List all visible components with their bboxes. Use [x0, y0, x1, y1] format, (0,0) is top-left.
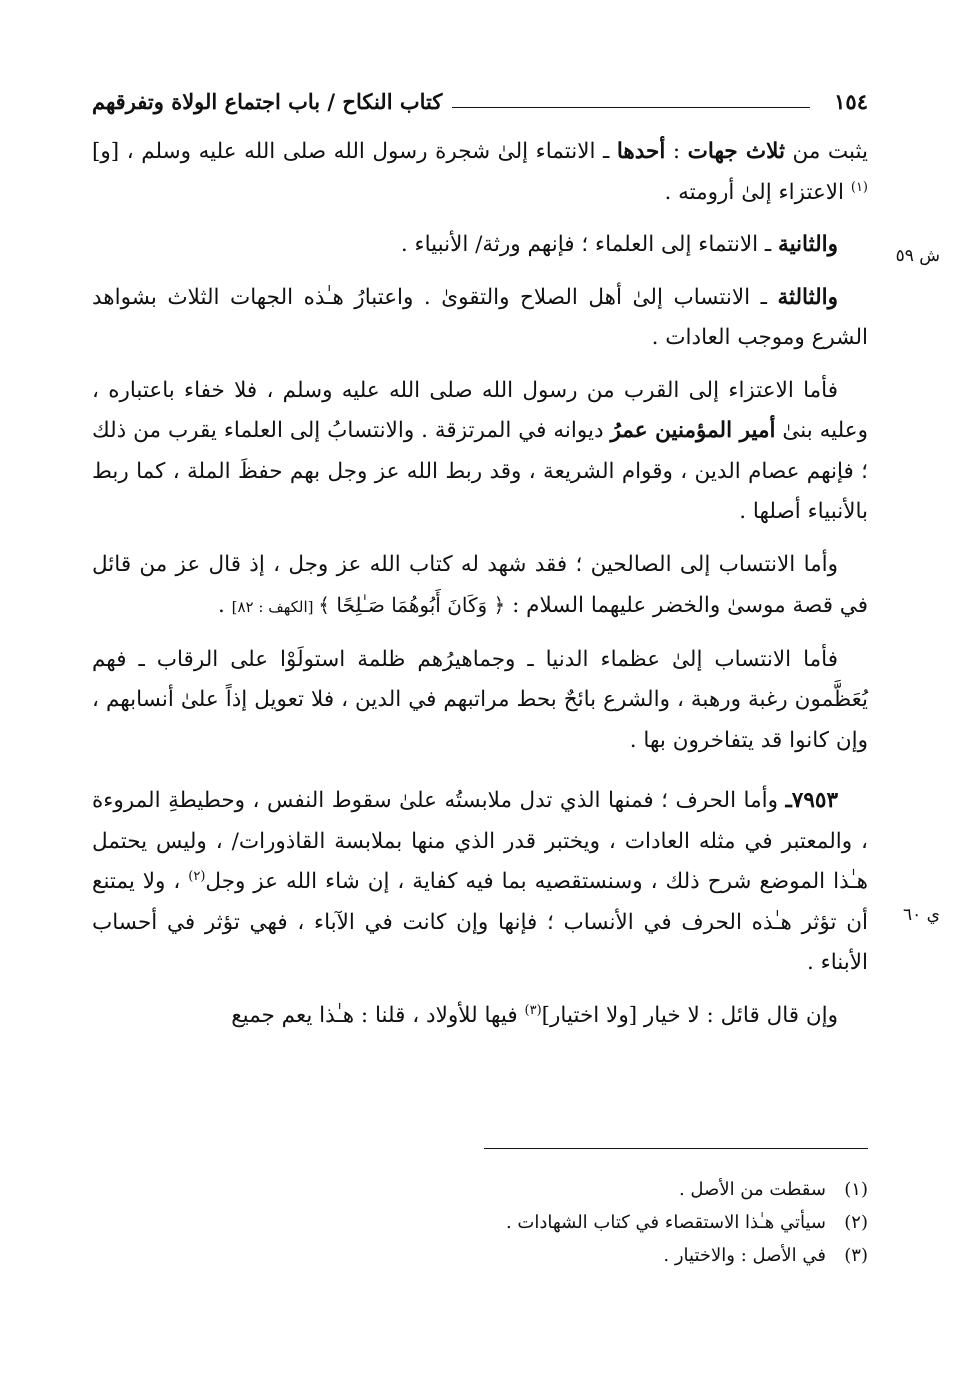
- footnote-2: [92, 1206, 868, 1239]
- text-run: يثبت من: [784, 139, 869, 164]
- text-run: وإن قال قائل : لا خيار [ولا اختيار]: [541, 1002, 838, 1028]
- footnote-ref-2: (٢): [188, 868, 206, 884]
- footnote-text: في الأصل : والاختيار .: [663, 1245, 826, 1266]
- text-run: ـ الانتماء إلى العلماء ؛ فإنهم ورثة/ الأنبياء .: [400, 232, 779, 257]
- main-text: [92, 132, 868, 1048]
- footnote-ref-1: (١): [850, 179, 868, 195]
- paragraph-8: [92, 996, 868, 1037]
- margin-folio-sh59: ش ٥٩: [895, 246, 940, 266]
- text-run: ـ الانتماء إلىٰ شجرة رسول الله صلى الله عليه وسلم ، [و]: [92, 139, 617, 164]
- page-number: ١٥٤: [834, 88, 868, 114]
- running-header: [92, 84, 868, 118]
- footnote-ref-3: (٣): [524, 1002, 542, 1018]
- text-run: ـ الانتساب إلىٰ أهل الصلاح والتقوىٰ . واعتبارُ هـٰذه الجهات الثلاث بشواهد الشرع وموجب العادات .: [92, 284, 868, 350]
- verse-reference: [الكهف : ٨٢]: [231, 598, 319, 616]
- text-run: وأما الحرف ؛ فمنها الذي تدل ملابستُه علىٰ سقوط النفس ، وحطيطةِ المروءة ، والمعتبر في مثله العادات ، ويختبر قدر الذي منها بملابسة القاذورات/ ، وليس يحتمل هـٰذا الموضع شرح ذلك ، وسنستقصيه بما فيه كفاية ، إن شاء الله عز وجل: [92, 788, 868, 894]
- paragraph-5: [92, 545, 868, 628]
- paragraph-4: [92, 371, 868, 533]
- footnote-number: (١): [844, 1179, 868, 1200]
- text-run: .: [217, 593, 232, 618]
- bold-term: والثانية: [778, 232, 838, 257]
- footnote-text: سيأتي هـٰذا الاستقصاء في كتاب الشهادات .: [505, 1212, 826, 1233]
- text-run: فأما الانتساب إلىٰ عظماء الدنيا ـ وجماهيرُهم ظلمة استولَوْا على الرقاب ـ فهم يُعَظَّمون رغبة ورهبة ، والشرع بائحٌ بحط مراتبهم في الدين ، فلا تعويل إذاً علىٰ أنسابهم ، وإن كانوا قد يتفاخرون بها .: [92, 646, 868, 753]
- running-title: كتاب النكاح / باب اجتماع الولاة وتفرقهم: [92, 88, 443, 114]
- footnote-text: سقطت من الأصل .: [678, 1179, 826, 1200]
- text-run: الاعتزاء إلىٰ أرومته .: [664, 179, 851, 205]
- paragraph-3: [92, 278, 868, 359]
- bold-term: والثالثة: [777, 284, 838, 310]
- bold-term: أحدها: [616, 139, 666, 164]
- footnotes: [92, 1173, 868, 1272]
- margin-folio-y60: ي ٦٠: [903, 905, 940, 925]
- paragraph-6: [92, 640, 868, 762]
- quran-verse: ﴿ وَكَانَ أَبُوهُمَا صَـٰلِحًا ﴾: [318, 593, 506, 617]
- footnote-separator: [484, 1148, 868, 1149]
- bold-term: أمير المؤمنين عمرُ: [610, 418, 776, 443]
- text-run: وأما الانتساب إلى الصالحين ؛ فقد شهد له كتاب الله عز وجل ، إذ قال عز من قائل في قصة موسىٰ والخضر عليهما السلام :: [92, 551, 868, 618]
- text-run: :: [665, 139, 688, 164]
- footnote-number: (٣): [844, 1245, 868, 1266]
- paragraph-7: [92, 781, 868, 984]
- paragraph-1: [92, 132, 868, 213]
- header-rule: [452, 107, 810, 108]
- text-run: ديوانه في المرتزقة . والانتسابُ إلى العلماء يقرب من ذلك ؛ فإنهم عصام الدين ، وقوام الشريعة ، وقد ربط الله عز وجل بهم حفظَ الملة ، كما ربط بالأنبياء أصلها .: [92, 418, 868, 524]
- footnote-1: [92, 1173, 868, 1206]
- text-run: فيها للأولاد ، قلنا : هـٰذا يعم جميع: [231, 1002, 525, 1028]
- bold-term: ثلاث جهات: [687, 139, 785, 164]
- text-run: ، ولا يمتنع أن تؤثر هـٰذه الحرف في الأنساب ؛ فإنها وإن كانت في الآباء ، فهي تؤثر في أحساب الأبناء .: [92, 869, 868, 975]
- footnote-3: [92, 1239, 868, 1272]
- text-run: فأما الاعتزاء إلى القرب من رسول الله صلى الله عليه وسلم ، فلا خفاء باعتباره ، وعليه بنىٰ: [92, 377, 868, 443]
- footnote-number: (٢): [844, 1212, 868, 1233]
- paragraph-2: [92, 225, 868, 266]
- section-number: ٧٩٥٣ـ: [785, 788, 838, 813]
